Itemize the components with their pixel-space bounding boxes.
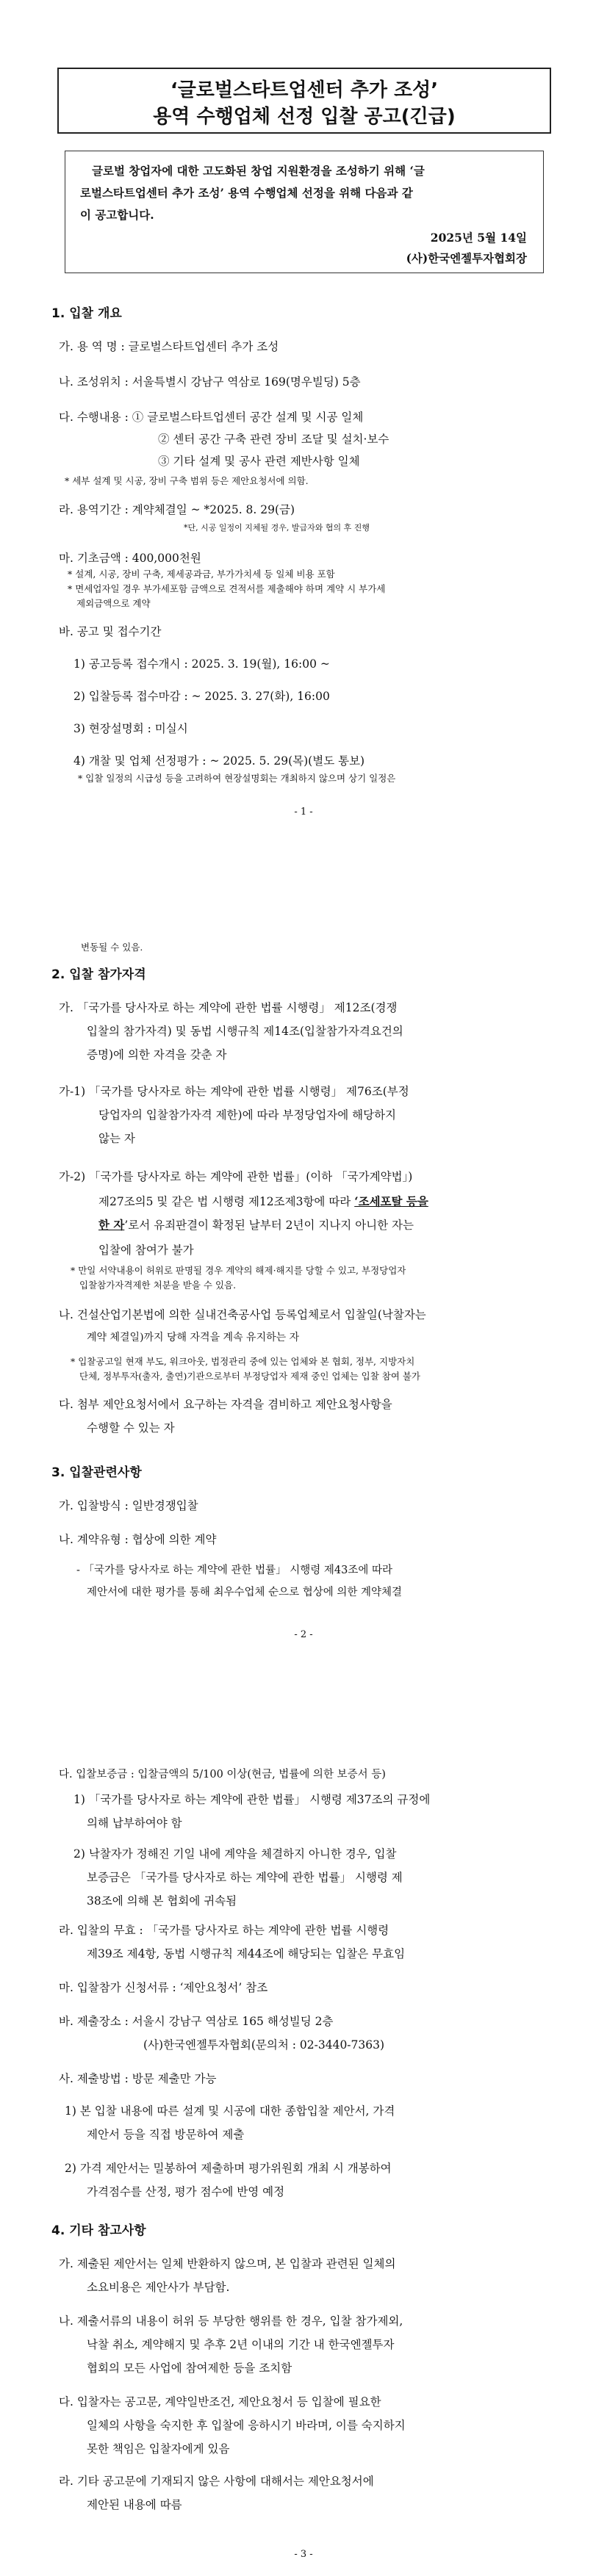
section-2-heading: 2. 입찰 참가자격 [51, 967, 146, 982]
intro-line-1: 글로벌 창업자에 대한 고도화된 창업 지원환경을 조성하기 위해 ‘글 [92, 164, 425, 178]
title-line-1: ‘글로벌스타트업센터 추가 조성’ [170, 79, 439, 101]
s1-ba-1: 1) 공고등록 접수개시 : 2025. 3. 19(월), 16:00 ~ [73, 657, 330, 671]
s2-na-note-1: * 입찰공고일 현재 부도, 워크아웃, 법정관리 중에 있는 업체와 본 협회, 정부, 지방자치 [71, 1356, 415, 1367]
s3-ra-1: 라. 입찰의 무효 : 「국가를 당사자로 하는 계약에 관한 법률 시행령 [59, 1924, 389, 1937]
intro-line-3: 이 공고합니다. [80, 208, 154, 222]
s1-na: 나. 조성위치 : 서울특별시 강남구 역삼로 169(명우빌딩) 5층 [59, 375, 361, 389]
title-line-2: 용역 수행업체 선정 입찰 공고(긴급) [153, 106, 456, 128]
s1-ba-note-cont: 변동될 수 있음. [81, 942, 143, 953]
s1-da-1: 다. 수행내용 : ① 글로벌스타트업센터 공간 설계 및 시공 일체 [59, 411, 364, 424]
s2-na-1: 나. 건설산업기본법에 의한 실내건축공사업 등록업체로서 입찰일(낙찰자는 [59, 1308, 426, 1321]
s1-ba-4: 4) 개찰 및 업체 선정평가 : ~ 2025. 5. 29(목)(별도 통보) [73, 754, 365, 768]
s1-ra-note: *단, 시공 일정이 지체될 경우, 발급자와 협의 후 진행 [184, 523, 370, 533]
s1-ma-note-1: * 설계, 시공, 장비 구축, 제세공과금, 부가가치세 등 일체 비용 포함 [68, 569, 335, 580]
s2-na-2: 계약 체결일)까지 당해 자격을 계속 유지하는 자 [87, 1332, 300, 1343]
s1-ma-note-3: 제외금액으로 계약 [76, 598, 151, 609]
s2-ga-note-2: 입찰참가자격제한 처분을 받을 수 있음. [79, 1280, 237, 1291]
s2-ga1-2: 당업자의 입찰참가자격 제한)에 따라 부정당업자에 해당하지 [98, 1108, 397, 1122]
page-number-2: - 2 - [294, 1629, 313, 1640]
s3-sa: 사. 제출방법 : 방문 제출만 가능 [59, 2072, 217, 2085]
s3-na-detail-2: 제안서에 대한 평가를 통해 최우수업체 순으로 협상에 의한 계약체결 [87, 1587, 403, 1598]
s3-ra-2: 제39조 제4항, 동법 시행규칙 제44조에 해당되는 입찰은 무효임 [87, 1947, 406, 1960]
s2-na-note-2: 단체, 정부투자(출자, 출연)기관으로부터 부정당업자 제재 중인 업체는 입찰 참여 불가 [79, 1371, 421, 1382]
s1-da-2: ② 센터 공간 구축 관련 장비 조달 및 설치·보수 [158, 433, 389, 446]
s1-da-3: ③ 기타 설계 및 공사 관련 제반사항 일체 [158, 455, 360, 468]
s2-ga1-1: 가-1) 「국가를 당사자로 하는 계약에 관한 법률 시행령」 제76조(부정 [59, 1085, 409, 1098]
s3-ga: 가. 입찰방식 : 일반경쟁입찰 [59, 1499, 198, 1512]
s4-na-1: 나. 제출서류의 내용이 허위 등 부당한 행위를 한 경우, 입찰 참가제외, [59, 2315, 403, 2328]
s3-da-2b: 보증금은 「국가를 당사자로 하는 계약에 관한 법률」 시행령 제 [87, 1871, 403, 1884]
s3-sa-1b: 제안서 등을 직접 방문하여 제출 [87, 2128, 245, 2141]
s3-ba-2: (사)한국엔젤투자협회(문의처 : 02-3440-7363) [143, 2038, 385, 2052]
s4-ra-1: 라. 기타 공고문에 기재되지 않은 사항에 대해서는 제안요청서에 [59, 2475, 374, 2488]
s2-ga2-4: 입찰에 참여가 불가 [98, 1244, 194, 1257]
page-number-3: - 3 - [294, 2549, 313, 2560]
s2-ga2-2b: ‘조세포탈 등을 [354, 1194, 428, 1208]
s2-ga2-3a: 한 자 [98, 1218, 125, 1232]
s2-ga2-3b: ’로서 유죄판결이 확정된 날부터 2년이 지나지 아니한 자는 [124, 1219, 414, 1232]
s2-ga1-3: 않는 자 [98, 1132, 135, 1145]
s1-ba-3: 3) 현장설명회 : 미실시 [73, 722, 188, 735]
intro-org: (사)한국엔젤투자협회장 [406, 251, 527, 265]
s2-ga-2: 입찰의 참가자격) 및 동법 시행규칙 제14조(입찰참가자격요건의 [87, 1025, 403, 1038]
s2-ga-3: 증명)에 의한 자격을 갖춘 자 [87, 1048, 227, 1061]
title-box [57, 68, 551, 134]
section-1-heading: 1. 입찰 개요 [51, 306, 122, 321]
s2-ga-1: 가. 「국가를 당사자로 하는 계약에 관한 법률 시행령」 제12조(경쟁 [59, 1001, 398, 1014]
s3-sa-2a: 2) 가격 제안서는 밀봉하여 제출하며 평가위원회 개최 시 개봉하여 [65, 2162, 392, 2175]
s4-da-3: 못한 책임은 입찰자에게 있음 [87, 2442, 230, 2456]
s1-ma-note-2: * 면세업자일 경우 부가세포함 금액으로 견적서를 제출해야 하며 계약 시 부가세 [68, 583, 386, 594]
s2-da-1: 다. 첨부 제안요청서에서 요구하는 자격을 겸비하고 제안요청사항을 [59, 1398, 392, 1411]
s4-ga-1: 가. 제출된 제안서는 일체 반환하지 않으며, 본 입찰과 관련된 일체의 [59, 2257, 396, 2270]
s3-sa-1a: 1) 본 입찰 내용에 따른 설계 및 시공에 대한 종합입찰 제안서, 가격 [65, 2104, 395, 2118]
s1-ba-2: 2) 입찰등록 접수마감 : ~ 2025. 3. 27(화), 16:00 [73, 690, 330, 703]
intro-box [65, 151, 544, 273]
s3-sa-2b: 가격점수를 산정, 평가 점수에 반영 예정 [87, 2185, 285, 2198]
s1-da-note: * 세부 설계 및 시공, 장비 구축 범위 등은 제안요청서에 의함. [65, 475, 309, 486]
s3-da-1a: 1) 「국가를 당사자로 하는 계약에 관한 법률」 시행령 제37조의 규정에 [73, 1793, 431, 1806]
section-4-heading: 4. 기타 참고사항 [51, 2223, 146, 2238]
s3-da-2c: 38조에 의해 본 협회에 귀속됨 [87, 1894, 237, 1908]
s4-da-2: 일체의 사항을 숙지한 후 입찰에 응하시기 바라며, 이를 숙지하지 [87, 2419, 406, 2432]
s3-da-1b: 의해 납부하여야 함 [87, 1816, 182, 1830]
s2-da-2: 수행할 수 있는 자 [87, 1421, 175, 1435]
s1-ra: 라. 용역기간 : 계약체결일 ~ *2025. 8. 29(금) [59, 503, 295, 516]
s2-ga2-2a: 제27조의5 및 같은 법 시행령 제12조제3항에 따라 [98, 1195, 351, 1208]
s1-ba-note: * 입찰 일정의 시급성 등을 고려하여 현장설명회는 개최하지 않으며 상기 일정은 [78, 773, 396, 784]
s3-da-2a: 2) 낙찰자가 정해진 기일 내에 계약을 체결하지 아니한 경우, 입찰 [73, 1847, 397, 1861]
s2-ga2-1: 가-2) 「국가를 당사자로 하는 계약에 관한 법률」(이하 「국가계약법」) [59, 1170, 413, 1183]
s4-na-3: 협회의 모든 사업에 참여제한 등을 조치함 [87, 2362, 292, 2375]
s4-da-1: 다. 입찰자는 공고문, 계약일반조건, 제안요청서 등 입찰에 필요한 [59, 2395, 381, 2409]
s1-ga: 가. 용 역 명 : 글로벌스타트업센터 추가 조성 [59, 340, 279, 353]
s3-na: 나. 계약유형 : 협상에 의한 계약 [59, 1533, 217, 1546]
s3-da: 다. 입찰보증금 : 입찰금액의 5/100 이상(현금, 법률에 의한 보증서 등) [59, 1769, 386, 1781]
intro-date: 2025년 5월 14일 [430, 231, 527, 245]
s2-ga2-2 [98, 1193, 428, 1209]
s4-ga-2: 소요비용은 제안사가 부담함. [87, 2281, 230, 2294]
s2-ga2-3 [98, 1216, 414, 1233]
s3-ba-1: 바. 제출장소 : 서울시 강남구 역삼로 165 해성빌딩 2층 [59, 2015, 334, 2028]
s2-ga-note-1: * 만일 서약내용이 허위로 판명될 경우 계약의 해제·해지를 당할 수 있고, 부정당업자 [71, 1265, 406, 1276]
s4-na-2: 낙찰 취소, 계약해지 및 추후 2년 이내의 기간 내 한국엔젤투자 [87, 2338, 395, 2351]
s1-ma: 마. 기초금액 : 400,000천원 [59, 552, 201, 565]
intro-line-2: 로벌스타트업센터 추가 조성’ 용역 수행업체 선정을 위해 다음과 같 [80, 186, 413, 200]
s4-ra-2: 제안된 내용에 따름 [87, 2498, 182, 2511]
s3-na-detail-1: - 「국가를 당사자로 하는 계약에 관한 법률」 시행령 제43조에 따라 [76, 1565, 392, 1576]
page-number-1: - 1 - [294, 807, 313, 818]
section-3-heading: 3. 입찰관련사항 [51, 1465, 142, 1480]
s1-ba: 바. 공고 및 접수기간 [59, 625, 162, 638]
s3-ma: 마. 입찰참가 신청서류 : ‘제안요청서’ 참조 [59, 1981, 268, 1994]
